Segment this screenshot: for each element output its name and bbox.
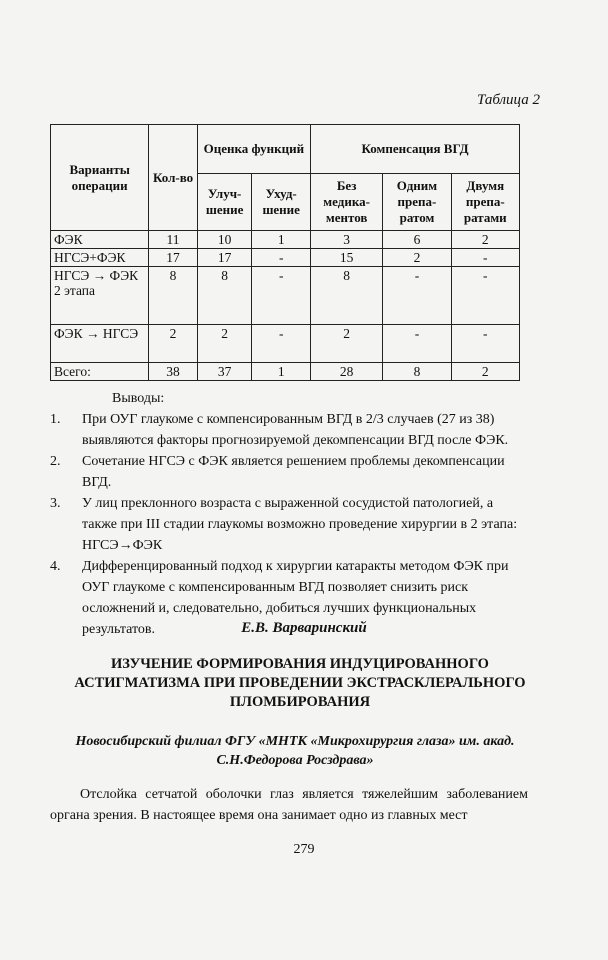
header-worsen: Ухуд-шение [252,174,311,231]
cell-two: 2 [451,363,519,381]
item-text: При ОУГ глаукоме с компенсированным ВГД в 2/3 случаев (27 из 38) выявляются факторы прогнозируемой декомпенсации ВГД после ФЭК. [82,412,509,448]
header-improve: Улуч-шение [197,174,252,231]
cell-nomed: 15 [310,249,382,267]
cell-improve: 2 [197,325,252,363]
conclusions-list [50,409,530,640]
cell-one: - [383,267,451,325]
cell-variant: Всего: [51,363,149,381]
cell-one: 6 [383,231,451,249]
cell-two: - [451,325,519,363]
cell-count: 17 [149,249,197,267]
article-body: Отслойка сетчатой оболочки глаз является тяжелейшим заболеванием органа зрения. В настоящее время она занимает одно из главных мест [50,787,528,823]
conclusions-heading: Выводы: [112,391,165,406]
table-row [51,325,520,363]
page-number: 279 [293,842,315,857]
article-title: ИЗУЧЕНИЕ ФОРМИРОВАНИЯ ИНДУЦИРОВАННОГО АСТИГМАТИЗМА ПРИ ПРОВЕДЕНИИ ЭКСТРАСКЛЕРАЛЬНОГО ПЛОМБИРОВАНИЯ [74,656,526,710]
header-variant: Варианты операции [51,125,149,231]
table-row [51,267,520,325]
cell-improve: 37 [197,363,252,381]
cell-one: 8 [383,363,451,381]
list-item [50,493,530,556]
results-table [50,124,520,381]
header-one: Одним препа-ратом [383,174,451,231]
header-two: Двумя препа-ратами [451,174,519,231]
cell-improve: 8 [197,267,252,325]
cell-one: - [383,325,451,363]
cell-count: 2 [149,325,197,363]
cell-variant: НГСЭ+ФЭК [51,249,149,267]
cell-count: 11 [149,231,197,249]
header-count: Кол-во [149,125,197,231]
table-row [51,231,520,249]
item-number: 3. [50,496,61,511]
table-row-total [51,363,520,381]
item-number: 4. [50,559,61,574]
header-nomed: Без медика-ментов [310,174,382,231]
cell-nomed: 2 [310,325,382,363]
cell-variant: ФЭК → НГСЭ [51,325,149,363]
cell-variant: НГСЭ → ФЭК 2 этапа [51,267,149,325]
cell-variant: ФЭК [51,231,149,249]
article-author: Е.В. Варваринский [241,620,367,636]
item-text: У лиц преклонного возраста с выраженной сосудистой патологией, а также при III стадии глаукомы возможно проведение хирургии в 2 этапа: НГСЭ→ФЭК [82,496,518,553]
cell-worsen: - [252,249,311,267]
item-number: 1. [50,412,61,427]
cell-count: 8 [149,267,197,325]
cell-one: 2 [383,249,451,267]
cell-improve: 17 [197,249,252,267]
list-item [50,451,530,493]
header-compensation: Компенсация ВГД [310,125,519,174]
cell-nomed: 8 [310,267,382,325]
cell-nomed: 3 [310,231,382,249]
cell-worsen: - [252,267,311,325]
cell-nomed: 28 [310,363,382,381]
table-caption: Таблица 2 [477,92,540,108]
cell-worsen: 1 [252,231,311,249]
item-text: Дифференцированный подход к хирургии катаракты методом ФЭК при ОУГ глаукоме с компенсированным ВГД позволяет снизить риск осложнений и, следовательно, добиться лучших функциональных результатов. [82,559,509,637]
cell-two: 2 [451,231,519,249]
item-text: Сочетание НГСЭ с ФЭК является решением проблемы декомпенсации ВГД. [82,454,505,490]
article-affiliation: Новосибирский филиал ФГУ «МНТК «Микрохирургия глаза» им. акад. С.Н.Федорова Росздрава» [75,734,515,768]
list-item [50,409,530,451]
cell-count: 38 [149,363,197,381]
header-assessment: Оценка функций [197,125,310,174]
cell-improve: 10 [197,231,252,249]
conclusions-section [50,388,530,640]
cell-two: - [451,249,519,267]
item-number: 2. [50,454,61,469]
cell-worsen: 1 [252,363,311,381]
cell-two: - [451,267,519,325]
table-row [51,249,520,267]
cell-worsen: - [252,325,311,363]
